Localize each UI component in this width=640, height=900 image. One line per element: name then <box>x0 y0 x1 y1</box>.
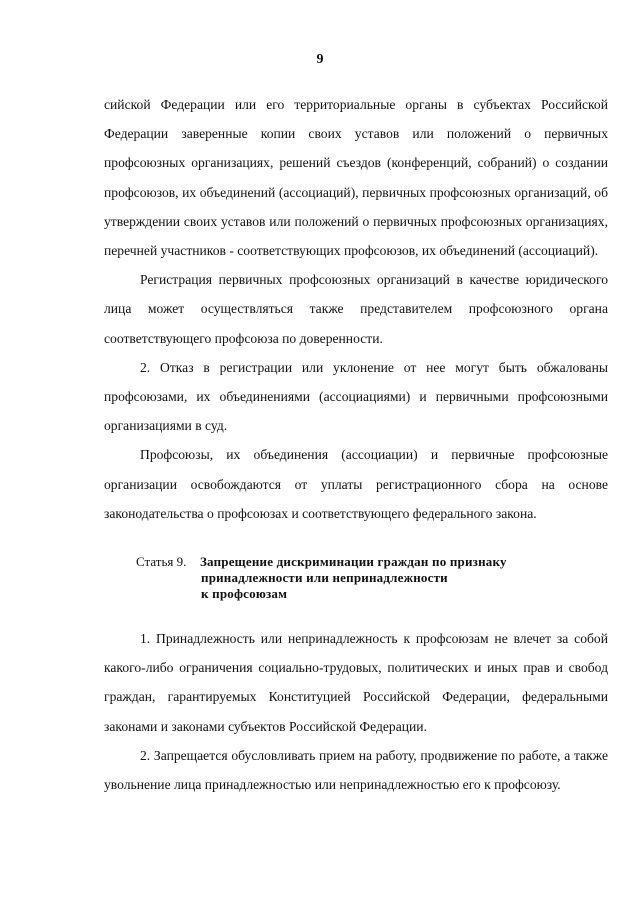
article-paragraph: 1. Принадлежность или непринадлежность к профсоюзам не влечет за собой какого-либо ограничения социально-трудовых, политических и иных прав и свобод граждан, гарантируемых Конституцией Российской Федерации, федеральными законами и законами субъектов Российской Федерации. <box>104 631 608 734</box>
article-body <box>104 624 608 799</box>
paragraph-continuation: сийской Федерации или его территориальные органы в субъектах Российской Федерации заверенные копии своих уставов или положений о первичных профсоюзных организациях, решений съездов (конференций, собраний) о создании профсоюзов, их объединений (ассоциаций), первичных профсоюзных организаций, об утверждении своих уставов или положений о первичных профсоюзных организациях, перечней участников - соответствующих профсоюзов, их объединений (ассоциаций). <box>104 97 608 259</box>
article-title-line: к профсоюзам <box>201 586 288 601</box>
article-label: Статья 9. <box>136 554 187 569</box>
article-paragraph: 2. Запрещается обусловливать прием на работу, продвижение по работе, а также увольнение лица принадлежностью или непринадлежностью его к профсоюзу. <box>104 747 608 793</box>
article-title <box>200 554 600 602</box>
article-title-line: принадлежности или непринадлежности <box>201 570 448 585</box>
page-number: 9 <box>316 52 324 67</box>
paragraph-registration: Регистрация первичных профсоюзных организаций в качестве юридического лица может осуществляться также представителем профсоюзного органа соответствующего профсоюза по доверенности. <box>104 272 608 346</box>
article-title-line: Запрещение дискриминации граждан по признаку <box>200 554 507 569</box>
paragraph-fee-exemption: Профсоюзы, их объединения (ассоциации) и первичные профсоюзные организации освобождаются от уплаты регистрационного сбора на основе законодательства о профсоюзах и соответствующего федерального закона. <box>104 447 608 521</box>
paragraph-refusal-appeal: 2. Отказ в регистрации или уклонение от нее могут быть обжалованы профсоюзами, их объединениями (ассоциациями) и первичными профсоюзными организациями в суд. <box>104 359 608 434</box>
document-body <box>104 90 608 528</box>
